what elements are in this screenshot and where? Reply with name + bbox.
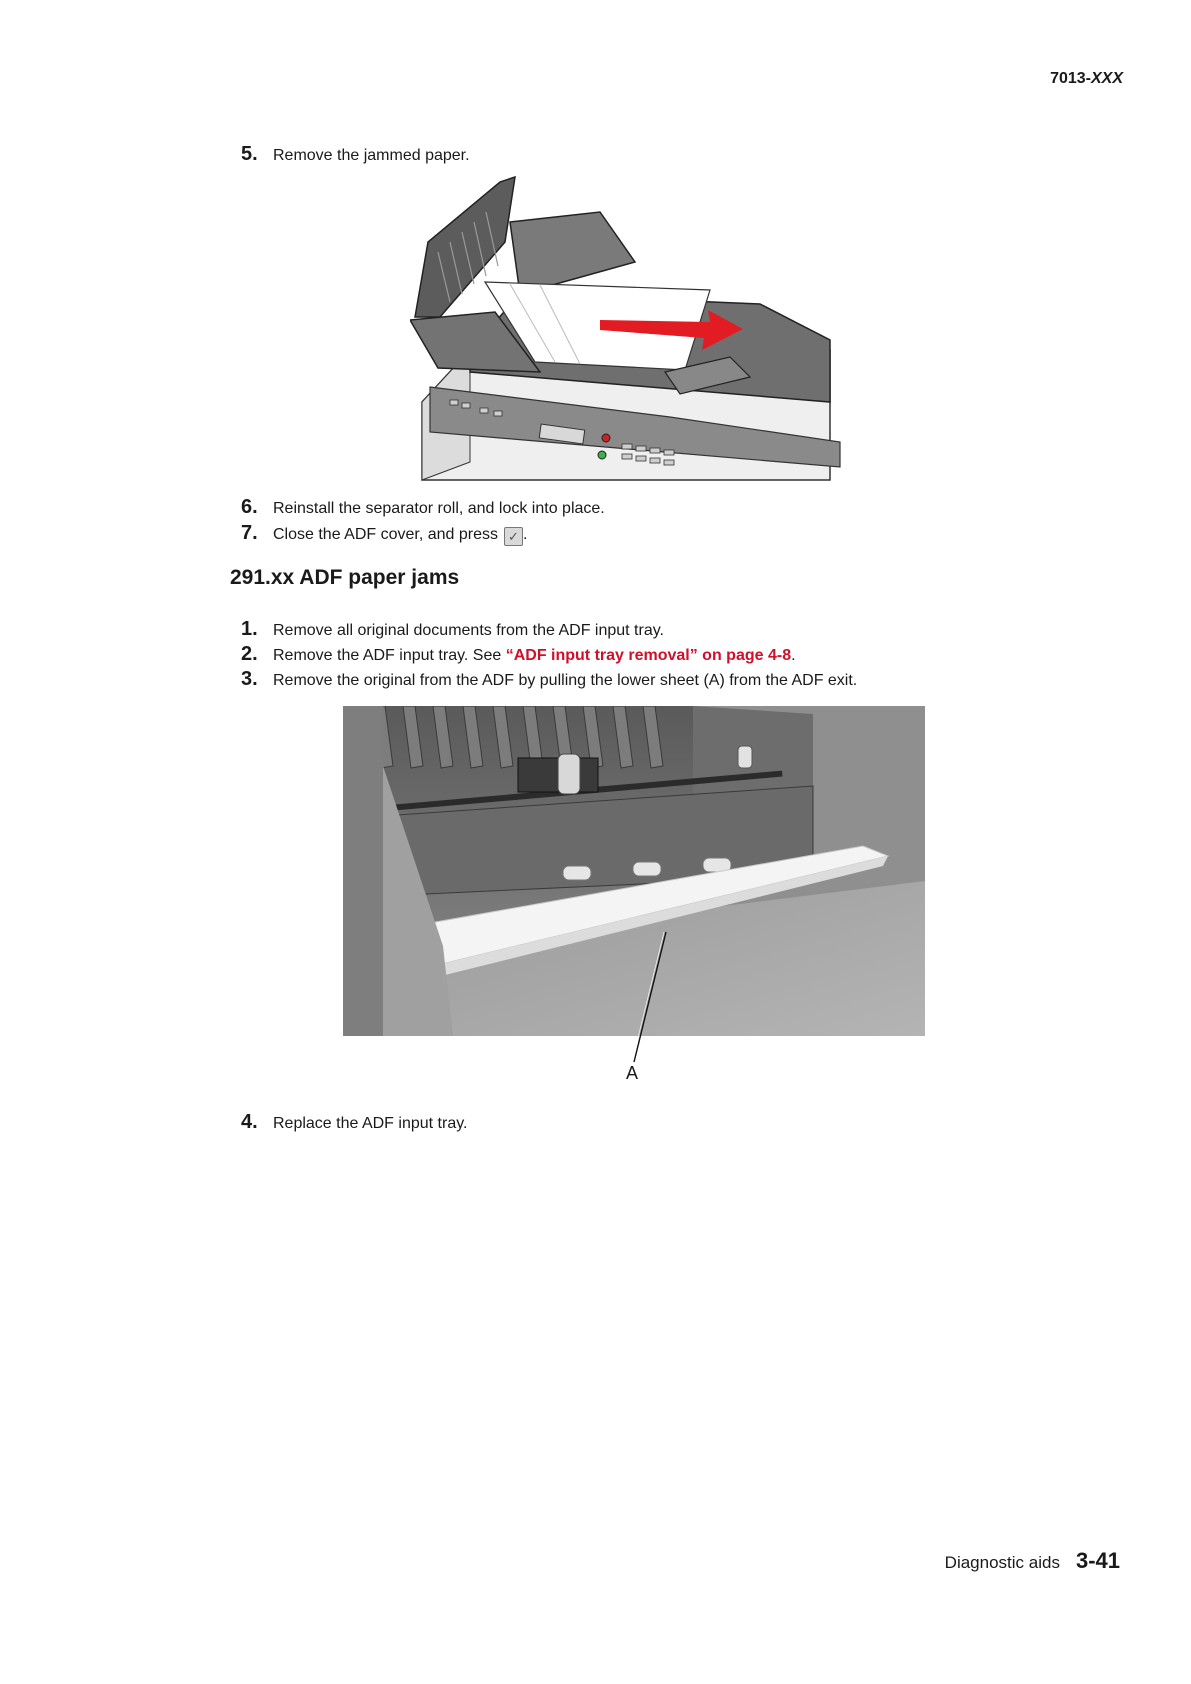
- step-text: Close the ADF cover, and press: [273, 526, 498, 543]
- step-text-after: .: [523, 526, 528, 543]
- step-text: Remove all original documents from the ADF input tray.: [273, 622, 664, 639]
- printer-adf-jam-figure: [410, 172, 850, 490]
- step-number: 4.: [241, 1111, 258, 1133]
- step-text: Remove the jammed paper.: [273, 147, 470, 164]
- step-number: 7.: [241, 522, 258, 544]
- step-5: [241, 143, 470, 166]
- step-3: [241, 668, 857, 691]
- model-prefix: 7013-: [1050, 70, 1091, 87]
- step-4: [241, 1111, 467, 1134]
- footer-label: Diagnostic aids: [944, 1553, 1060, 1572]
- step-6: [241, 496, 605, 519]
- check-button-icon: ✓: [504, 527, 523, 546]
- step-text: Reinstall the separator roll, and lock into place.: [273, 500, 605, 517]
- step-text-after: .: [791, 647, 796, 664]
- adf-input-tray-removal-link[interactable]: “ADF input tray removal” on page 4-8: [505, 647, 792, 664]
- section-title: 291.xx ADF paper jams: [230, 566, 460, 589]
- step-7: [241, 522, 527, 545]
- step-number: 3.: [241, 668, 258, 690]
- step-number: 2.: [241, 643, 258, 665]
- callout-label-a: A: [626, 1063, 639, 1083]
- step-number: 6.: [241, 496, 258, 518]
- step-number: 5.: [241, 143, 258, 165]
- page-footer: [945, 1548, 1120, 1574]
- callout-leader-line: [630, 930, 670, 1070]
- page-number: 3-41: [1075, 1548, 1120, 1573]
- model-suffix: XXX: [1090, 70, 1123, 87]
- step-1: [241, 618, 664, 641]
- step-2: [241, 643, 796, 666]
- page-header: [1050, 70, 1123, 88]
- step-number: 1.: [241, 618, 258, 640]
- step-text: Replace the ADF input tray.: [273, 1115, 468, 1132]
- step-text: Remove the ADF input tray. See: [273, 647, 506, 664]
- step-text: Remove the original from the ADF by pulling the lower sheet (A) from the ADF exit.: [273, 672, 858, 689]
